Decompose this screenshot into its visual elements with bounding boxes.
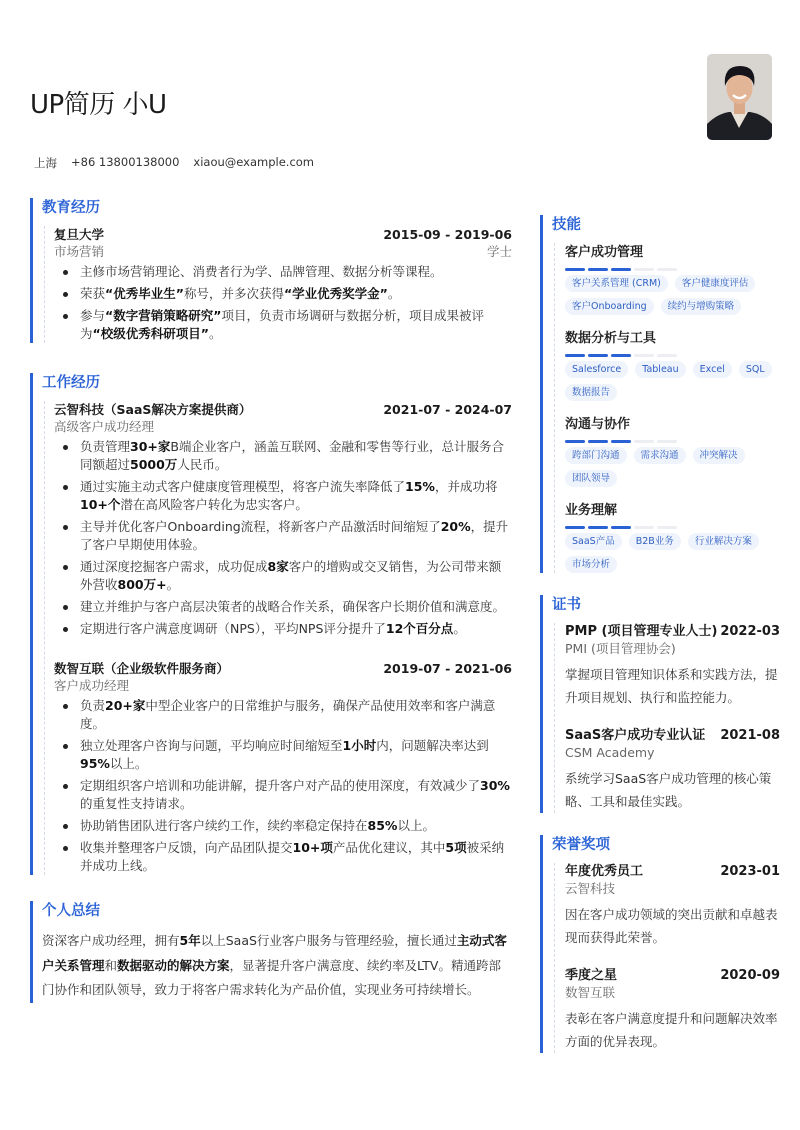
entry-name: SaaS客户成功专业认证 (565, 728, 706, 743)
award-entry (565, 967, 780, 1053)
bullet-item (54, 558, 512, 594)
entry-header (565, 623, 780, 640)
skill-name: 业务理解 (565, 503, 618, 518)
text: 参与 (80, 308, 106, 323)
entry-description: 表彰在客户满意度提升和问题解决效率方面的优异表现。 (565, 1011, 778, 1049)
bold-text: 15% (405, 479, 435, 494)
awards-section (540, 835, 780, 1053)
text: 潜在高风险客户转化为忠实客户。 (120, 497, 308, 512)
bullet-item (54, 598, 512, 616)
location: 上海 (34, 156, 57, 170)
entry-description: 掌握项目管理知识体系和实践方法，提升项目规划、执行和监控能力。 (565, 667, 778, 705)
bullet-item (54, 839, 512, 875)
entry-subheader (54, 418, 512, 435)
issuer: PMI (项目管理协会) (565, 641, 676, 656)
skills-section (540, 215, 780, 573)
text: 被采纳并成功上线。 (80, 840, 505, 873)
entry-description: 系统学习SaaS客户成功管理的核心策略、工具和最佳实践。 (565, 771, 772, 809)
level-segment (634, 440, 654, 443)
text: 以上。 (109, 756, 148, 771)
level-segment (588, 268, 608, 271)
level-segment (634, 354, 654, 357)
bold-text: 20% (440, 519, 471, 534)
text: 。 (453, 621, 466, 636)
school-name: 复旦大学 (54, 227, 105, 242)
level-segment (657, 526, 677, 529)
certificates-entries (554, 623, 780, 813)
bold-text: 20+家 (105, 698, 146, 713)
level-segment (634, 268, 654, 271)
skill-tag: Excel (693, 361, 732, 378)
text: 独立处理客户咨询与问题，平均响应时间缩短至 (80, 738, 343, 753)
entry-issuer (565, 640, 780, 657)
text: 的重复性支持请求。 (80, 796, 193, 811)
text: 负责 (80, 698, 106, 713)
text: ，并成功将 (434, 479, 498, 494)
bullet-item (54, 285, 512, 303)
level-segment (611, 440, 631, 443)
section-title: 工作经历 (42, 375, 100, 391)
skill-tag: 冲突解决 (693, 447, 745, 464)
skill-name: 客户成功管理 (565, 245, 644, 260)
text: 收集并整理客户反馈，向产品团队提交 (80, 840, 293, 855)
level-segment (657, 440, 677, 443)
phone: +86 13800138000 (71, 155, 180, 169)
text: 以上SaaS行业客户服务与管理经验，擅长通过 (200, 933, 457, 948)
bold-text: 8家 (267, 559, 289, 574)
bold-text: “校级优秀科研项目” (92, 326, 209, 341)
entry-subheader (54, 243, 512, 260)
skill-group (565, 243, 780, 315)
bold-text: 10+个 (80, 497, 121, 512)
education-entry (54, 226, 512, 343)
date-range: 2021-07 - 2024-07 (383, 402, 512, 417)
text: 通过深度挖掘客户需求，成功促成 (80, 559, 268, 574)
level-segment (565, 526, 585, 529)
level-segment (634, 526, 654, 529)
company-name: 数智互联（企业级软件服务商） (54, 661, 230, 676)
skill-tags (565, 361, 780, 401)
bold-text: 5项 (445, 840, 467, 855)
entry-header (54, 660, 512, 677)
bullet-item (54, 620, 512, 638)
skill-tag: 客户健康度评估 (675, 275, 756, 292)
skill-tag: 续约与增购策略 (661, 298, 742, 315)
level-segment (611, 268, 631, 271)
entry-date: 2020-09 (720, 968, 780, 983)
skill-tag: 数据报告 (565, 384, 617, 401)
text: 。 (387, 286, 401, 301)
text: 客户的增购或交叉销售，为公司带来额外营收 (80, 559, 502, 592)
entry-header (565, 727, 780, 744)
skill-groups (554, 243, 780, 573)
skill-tag: 需求沟通 (634, 447, 686, 464)
text: 中型企业客户的日常维护与服务，确保产品使用效率和客户满意度。 (80, 698, 496, 731)
bullet-item (54, 518, 512, 554)
skill-level-bar (565, 268, 780, 271)
text: 。 (208, 326, 222, 341)
skill-tags (565, 533, 780, 573)
entry-name: PMP (项目管理专业人士) (565, 624, 718, 639)
skill-level-bar (565, 526, 780, 529)
skill-tag: 跨部门沟通 (565, 447, 627, 464)
level-segment (565, 440, 585, 443)
text: 负责管理 (80, 439, 131, 454)
degree: 学士 (486, 244, 512, 259)
education-section (30, 198, 512, 343)
issuer: 云智科技 (565, 881, 616, 896)
section-title: 教育经历 (42, 200, 100, 216)
entry-header (565, 967, 780, 984)
skill-group (565, 415, 780, 487)
entry-header (54, 401, 512, 418)
text: 人民币。 (177, 457, 228, 472)
date-range: 2015-09 - 2019-06 (383, 227, 512, 242)
bullet-item (54, 697, 512, 733)
skill-level-bar (565, 440, 780, 443)
bullet-list (54, 438, 512, 638)
text: 项目，负责市场调研与数据分析，项目成果被评为 (80, 308, 484, 341)
job-title: 高级客户成功经理 (54, 419, 155, 434)
summary-section (30, 901, 512, 1003)
entry-subheader (54, 677, 512, 694)
bullet-item (54, 737, 512, 773)
entry-description: 因在客户成功领域的突出贡献和卓越表现而获得此荣誉。 (565, 907, 778, 945)
level-segment (588, 526, 608, 529)
contact-info (34, 155, 314, 171)
skill-tag: 客户关系管理 (CRM) (565, 275, 668, 292)
awards-entries (554, 863, 780, 1053)
bold-text: 85% (367, 818, 398, 833)
level-segment (588, 440, 608, 443)
text: B端企业客户，涵盖互联网、金融和零售等行业，总计服务合同额超过 (80, 439, 504, 472)
skill-tag: 团队领导 (565, 470, 617, 487)
entry-date: 2021-08 (720, 728, 780, 743)
issuer: CSM Academy (565, 745, 655, 760)
work-entry (54, 401, 512, 638)
major: 市场营销 (54, 244, 105, 259)
bold-text: “学业优秀奖学金” (283, 286, 388, 301)
bold-text: 5年 (179, 933, 201, 948)
text: 建立并维护与客户高层决策者的战略合作关系，确保客户长期价值和满意度。 (80, 599, 506, 614)
certificate-entry (565, 623, 780, 709)
level-segment (588, 354, 608, 357)
level-segment (657, 268, 677, 271)
skill-name: 数据分析与工具 (565, 331, 657, 346)
section-title: 证书 (552, 597, 581, 613)
skill-tags (565, 447, 780, 487)
job-title: 客户成功经理 (54, 678, 130, 693)
text: 主修市场营销理论、消费者行为学、品牌管理、数据分析等课程。 (80, 264, 443, 279)
certificate-entry (565, 727, 780, 813)
email[interactable]: xiaou@example.com (193, 155, 315, 169)
level-segment (565, 354, 585, 357)
text: 和 (104, 957, 118, 973)
bold-text: 1小时 (342, 738, 377, 753)
bold-text: 30+家 (130, 439, 171, 454)
summary-text (42, 929, 512, 1003)
text: ，显著提升客户满意度、续约率及LTV。精通跨部门协作和团队领导，致力于将客户需求转化为产品价值，实现业务可持续增长。 (42, 957, 501, 997)
bullet-list (54, 697, 512, 875)
text: 内，问题解决率达到 (376, 738, 489, 753)
bullet-item (54, 263, 512, 281)
entry-header (54, 226, 512, 243)
entry-issuer (565, 984, 780, 1001)
work-entries (44, 401, 512, 875)
work-entry (54, 660, 512, 875)
skill-group (565, 329, 780, 401)
text: 定期组织客户培训和功能讲解，提升客户对产品的使用深度，有效减少了 (80, 778, 481, 793)
skill-level-bar (565, 354, 780, 357)
bold-text: 10+项 (292, 840, 333, 855)
skill-tag: Salesforce (565, 361, 628, 378)
skill-tag: 行业解决方案 (688, 533, 759, 550)
skill-group (565, 501, 780, 573)
section-title: 技能 (552, 217, 581, 233)
bullet-item (54, 438, 512, 474)
entry-header (565, 863, 780, 880)
text: 协助销售团队进行客户续约工作，续约率稳定保持在 (80, 818, 368, 833)
bullet-list (54, 263, 512, 343)
text: 。 (166, 577, 180, 592)
bold-text: 主动式客户关系管理 (42, 933, 507, 973)
entry-issuer (565, 744, 780, 761)
text: 通过实施主动式客户健康度管理模型，将客户流失率降低了 (80, 479, 406, 494)
text: ，提升了客户早期使用体验。 (80, 519, 509, 552)
section-title: 个人总结 (42, 903, 100, 919)
level-segment (657, 354, 677, 357)
profile-photo (707, 54, 772, 140)
entry-name: 年度优秀员工 (565, 864, 644, 879)
text: 主导并优化客户Onboarding流程，将新客户产品激活时间缩短了 (80, 519, 441, 534)
text: 称号，并多次获得 (183, 286, 284, 301)
bold-text: “数字营销策略研究” (105, 308, 222, 323)
skill-tag: 市场分析 (565, 556, 617, 573)
skill-tag: SaaS产品 (565, 533, 622, 550)
award-entry (565, 863, 780, 949)
text: 产品优化建议，其中 (332, 840, 446, 855)
bullet-item (54, 307, 512, 343)
education-entries (44, 226, 512, 343)
issuer: 数智互联 (565, 985, 616, 1000)
level-segment (565, 268, 585, 271)
bullet-item (54, 777, 512, 813)
bullet-item (54, 817, 512, 835)
level-segment (611, 526, 631, 529)
skill-tag: Tableau (635, 361, 685, 378)
date-range: 2019-07 - 2021-06 (383, 661, 512, 676)
bold-text: 12个百分点 (385, 621, 454, 636)
bold-text: 5000万 (130, 457, 178, 472)
certificates-section (540, 595, 780, 813)
text: 以上。 (397, 818, 435, 833)
skill-tag: B2B业务 (629, 533, 681, 550)
text: 资深客户成功经理，拥有 (42, 933, 180, 948)
skill-tags (565, 275, 780, 315)
entry-name: 季度之星 (565, 968, 618, 983)
section-title: 荣誉奖项 (552, 837, 610, 853)
bold-text: 30% (480, 778, 510, 793)
bullet-item (54, 478, 512, 514)
skill-tag: 客户Onboarding (565, 298, 654, 315)
bold-text: 800万+ (117, 577, 167, 592)
level-segment (611, 354, 631, 357)
entry-date: 2022-03 (720, 624, 780, 639)
entry-date: 2023-01 (720, 864, 780, 879)
candidate-name: UP简历 小U (30, 90, 167, 120)
skill-tag: SQL (739, 361, 772, 378)
company-name: 云智科技（SaaS解决方案提供商） (54, 402, 252, 417)
text: 定期进行客户满意度调研（NPS），平均NPS评分提升了 (80, 621, 386, 636)
entry-issuer (565, 880, 780, 897)
text: 荣获 (80, 286, 106, 301)
bold-text: 数据驱动的解决方案 (117, 957, 230, 973)
skill-name: 沟通与协作 (565, 417, 631, 432)
work-section (30, 373, 512, 875)
bold-text: 95% (80, 756, 110, 771)
bold-text: “优秀毕业生” (105, 286, 184, 301)
